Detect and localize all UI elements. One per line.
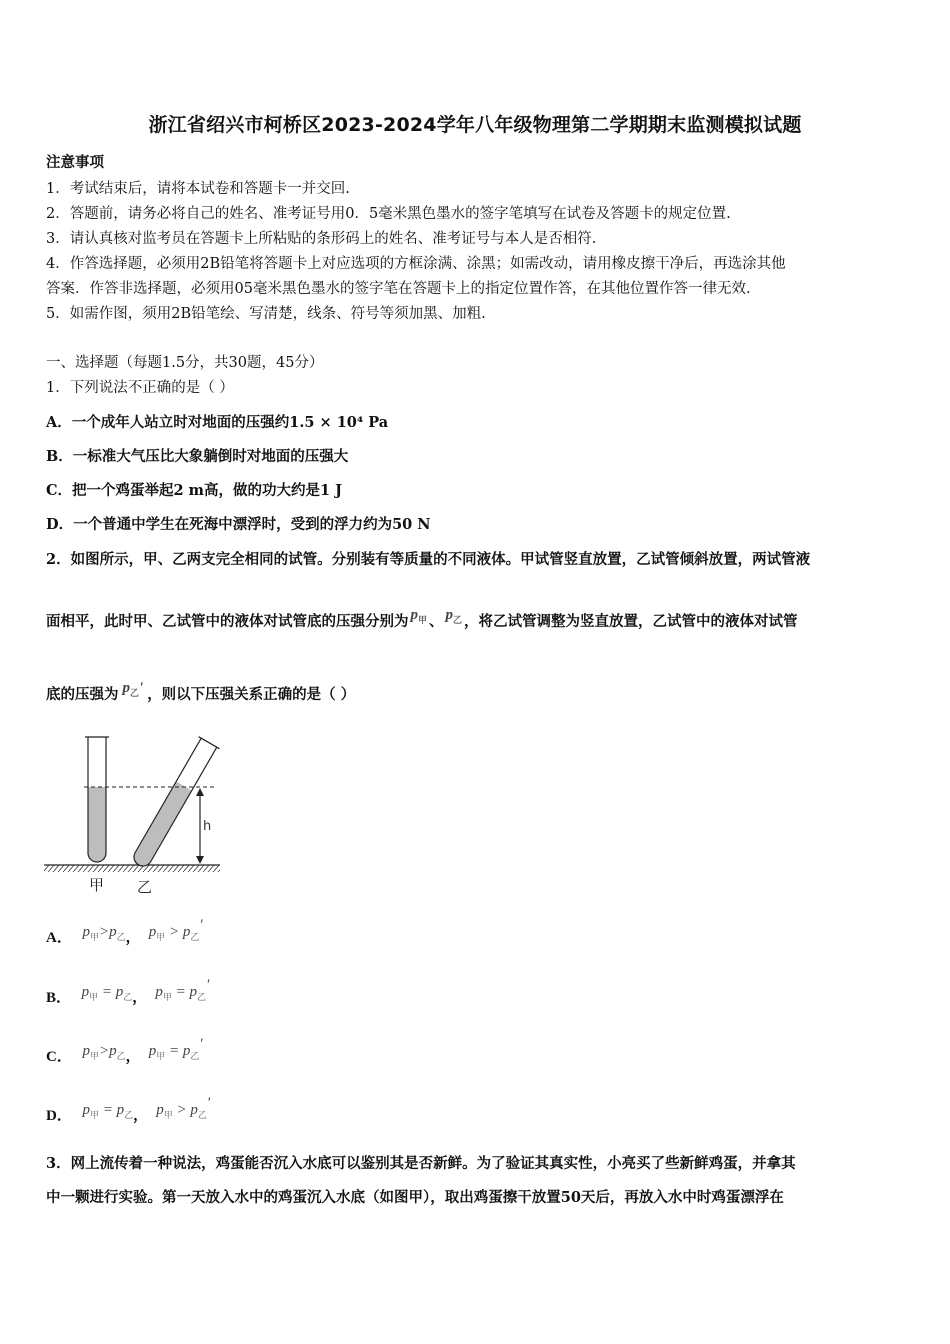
section-heading: 一、选择题（每题1.5分，共30题，45分） [46, 355, 324, 371]
q1-option-a: A．一个成年人站立时对地面的压强约1.5 × 10⁴ Pa [46, 414, 389, 431]
q2-option-b[interactable]: B． $p_甲 = p_乙$， $p_甲 = p_乙'$ [46, 977, 210, 1006]
q2-stem-line3: 底的压强为 $p_乙'$ ，则以下压强关系正确的是（ ） [46, 680, 356, 703]
q1-stem: 1．下列说法不正确的是（ ） [46, 380, 234, 396]
test-tube-figure [44, 733, 224, 895]
tube-yi-liquid [131, 781, 192, 869]
q2-option-d[interactable]: D． $p_甲 = p_乙$， $p_甲 > p_乙'$ [46, 1095, 211, 1124]
q3-stem-line2: 中一颗进行实验。第一天放入水中的鸡蛋沉入水底（如图甲），取出鸡蛋擦干放置50天后，再放入水中时鸡蛋漂浮在 [46, 1189, 784, 1206]
label-yi: 乙 [137, 878, 153, 895]
height-arrow-top-head [196, 788, 204, 796]
notice-item-2: 2．答题前，请务必将自己的姓名、准考证号用0．5毫米黑色墨水的签字笔填写在试卷及答题卡的规定位置. [46, 206, 731, 222]
q1-option-d: D．一个普通中学生在死海中漂浮时，受到的浮力约为50 N [46, 516, 431, 533]
notice-item-4-cont: 答案．作答非选择题，必须用05毫米黑色墨水的签字笔在答题卡上的指定位置作答，在其他位置作答一律无效. [46, 281, 751, 297]
ground-hatch [44, 865, 220, 872]
notice-item-5: 5．如需作图，须用2B铅笔绘、写清楚，线条、符号等须加黑、加粗. [46, 306, 486, 322]
tube-yi-rim [199, 737, 220, 749]
tube-jia-liquid [88, 787, 106, 862]
label-h: h [203, 819, 212, 834]
q2-stem-line1: 2．如图所示，甲、乙两支完全相同的试管。分别装有等质量的不同液体。甲试管竖直放置，乙试管倾斜放置，两试管液 [46, 551, 811, 568]
notice-item-3: 3．请认真核对监考员在答题卡上所粘贴的条形码上的姓名、准考证号与本人是否相符. [46, 231, 597, 247]
q2-option-c[interactable]: C． $p_甲>p_乙$， $p_甲 = p_乙'$ [46, 1036, 203, 1065]
q2-stem-line2: 面相平，此时甲、乙试管中的液体对试管底的压强分别为 $p_甲$ 、 $p_乙$ ，将乙试管调整为竖直放置，乙试管中的液体对试管 [46, 607, 798, 630]
page-title: 浙江省绍兴市柯桥区2023-2024学年八年级物理第二学期期末监测模拟试题 [148, 114, 802, 136]
symbol-p-jia: $p_甲$ [410, 607, 428, 625]
q2-option-a[interactable]: A． $p_甲>p_乙$， $p_甲 > p_乙'$ [46, 917, 203, 946]
q1-option-c: C．把一个鸡蛋举起2 m高，做的功大约是1 J [46, 482, 343, 499]
symbol-p-yi: $p_乙$ [445, 607, 463, 625]
notice-heading: 注意事项 [46, 154, 104, 171]
q1-option-b: B．一标准大气压比大象躺倒时对地面的压强大 [46, 448, 349, 465]
notice-item-4: 4．作答选择题，必须用2B铅笔将答题卡上对应选项的方框涂满、涂黑；如需改动，请用橡皮擦干净后，再选涂其他 [46, 256, 786, 272]
height-arrow-bottom-head [196, 856, 204, 864]
notice-item-1: 1．考试结束后，请将本试卷和答题卡一并交回. [46, 181, 350, 197]
symbol-p-yi-prime: $p_乙'$ [122, 680, 144, 698]
label-jia: 甲 [89, 876, 105, 894]
q3-stem-line1: 3．网上流传着一种说法，鸡蛋能否沉入水底可以鉴别其是否新鲜。为了验证其真实性，小亮买了些新鲜鸡蛋，并拿其 [46, 1155, 796, 1172]
